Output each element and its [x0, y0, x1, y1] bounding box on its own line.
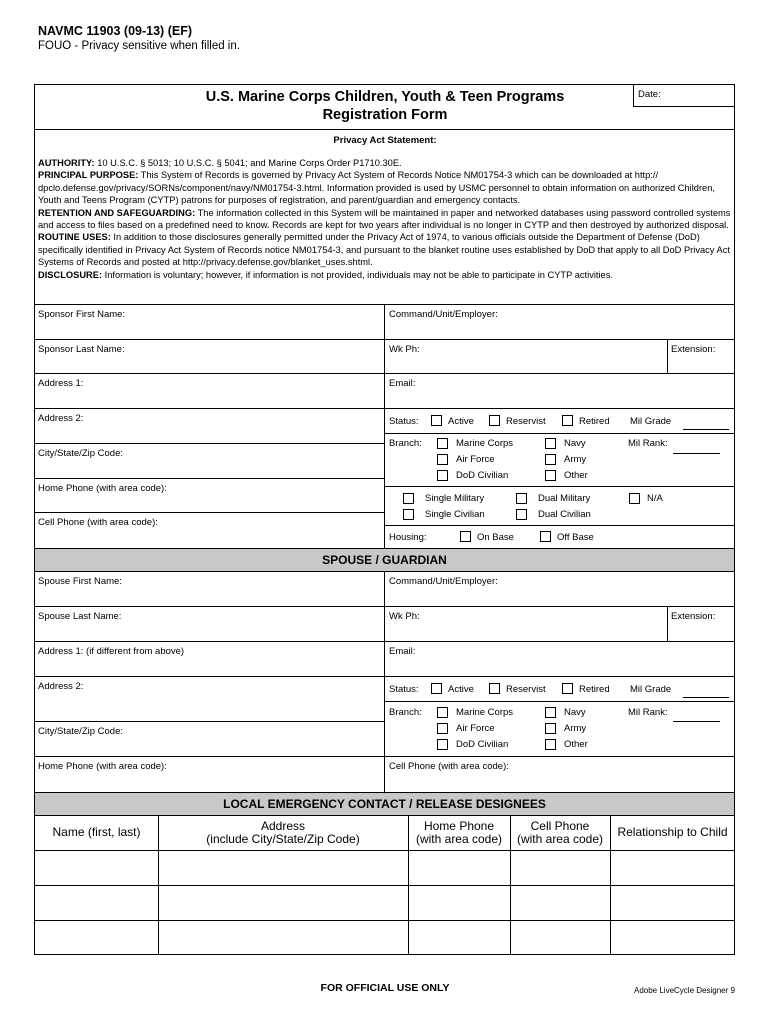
- on-base-label: On Base: [477, 532, 514, 543]
- sponsor-other-label: Other: [564, 470, 588, 481]
- spouse-air-force-checkbox[interactable]: [437, 723, 448, 734]
- dual-civilian-label: Dual Civilian: [538, 509, 591, 520]
- sponsor-air-force-checkbox[interactable]: [437, 454, 448, 465]
- sponsor-active-checkbox[interactable]: [431, 415, 442, 426]
- spouse-mil-rank-input[interactable]: [673, 721, 720, 722]
- sponsor-dod-civilian-checkbox[interactable]: [437, 470, 448, 481]
- rule: [34, 606, 735, 607]
- privacy-statement: [38, 157, 733, 281]
- na-label: N/A: [647, 493, 663, 504]
- routine-label: ROUTINE USES:: [38, 232, 111, 243]
- sponsor-marine-corps-checkbox[interactable]: [437, 438, 448, 449]
- dual-military-checkbox[interactable]: [516, 493, 527, 504]
- spouse-mil-grade-input[interactable]: [683, 697, 729, 698]
- rule: [34, 850, 735, 851]
- off-base-label: Off Base: [557, 532, 594, 543]
- sponsor-active-label: Active: [448, 416, 474, 427]
- rule: [667, 339, 668, 373]
- spouse-home-phone-field[interactable]: Home Phone (with area code):: [38, 761, 167, 772]
- sponsor-home-phone-field[interactable]: Home Phone (with area code):: [38, 483, 167, 494]
- spouse-mil-rank-label: Mil Rank:: [628, 707, 668, 718]
- sponsor-mil-grade-input[interactable]: [683, 429, 729, 430]
- fouo-notice: FOUO - Privacy sensitive when filled in.: [38, 40, 240, 52]
- form-number: NAVMC 11903 (09-13) (EF): [38, 24, 192, 38]
- na-checkbox[interactable]: [629, 493, 640, 504]
- sponsor-navy-checkbox[interactable]: [545, 438, 556, 449]
- sponsor-wk-ph-field[interactable]: Wk Ph:: [389, 344, 420, 355]
- date-divider: [633, 84, 634, 106]
- col-relationship-header: Relationship to Child: [617, 825, 728, 839]
- col-cell-phone-header: Cell Phone: [530, 819, 590, 833]
- sponsor-cell-phone-field[interactable]: Cell Phone (with area code):: [38, 517, 158, 528]
- col-home-phone-header: Home Phone: [423, 819, 495, 833]
- rule: [34, 815, 735, 816]
- sponsor-army-checkbox[interactable]: [545, 454, 556, 465]
- single-military-checkbox[interactable]: [403, 493, 414, 504]
- spouse-other-checkbox[interactable]: [545, 739, 556, 750]
- sponsor-dod-civilian-label: DoD Civilian: [456, 470, 509, 481]
- spouse-mil-grade-label: Mil Grade: [630, 684, 672, 695]
- sponsor-mil-rank-label: Mil Rank:: [628, 438, 668, 449]
- dual-civilian-checkbox[interactable]: [516, 509, 527, 520]
- spouse-extension-field[interactable]: Extension:: [671, 611, 716, 622]
- spouse-status-label: Status:: [389, 684, 419, 695]
- col-home-phone-subheader: (with area code): [415, 832, 503, 846]
- sponsor-marine-corps-label: Marine Corps: [456, 438, 514, 449]
- sponsor-reservist-checkbox[interactable]: [489, 415, 500, 426]
- spouse-marine-corps-label: Marine Corps: [456, 707, 514, 718]
- rule: [384, 486, 735, 487]
- rule: [34, 721, 384, 722]
- col-address-subheader: (include City/State/Zip Code): [206, 832, 360, 846]
- disclosure-label: DISCLOSURE:: [38, 269, 103, 280]
- spouse-retired-label: Retired: [579, 684, 610, 695]
- dual-military-label: Dual Military: [538, 493, 591, 504]
- rule: [34, 512, 384, 513]
- spouse-retired-checkbox[interactable]: [562, 683, 573, 694]
- sponsor-email-field[interactable]: Email:: [389, 378, 416, 389]
- spouse-command-field[interactable]: Command/Unit/Employer:: [389, 576, 498, 587]
- sponsor-mil-grade-label: Mil Grade: [630, 416, 672, 427]
- disclosure-text: Information is voluntary; however, if information is not provided, individuals may not be able to participate in CYTP activities.: [102, 269, 613, 280]
- authority-text: 10 U.S.C. § 5013; 10 U.S.C. § 5041; and Marine Corps Order P1710.30E.: [94, 158, 402, 168]
- spouse-dod-civilian-checkbox[interactable]: [437, 739, 448, 750]
- rule: [667, 606, 668, 641]
- rule: [34, 478, 384, 479]
- col-name-header: Name (first, last): [52, 825, 141, 839]
- single-civilian-label: Single Civilian: [425, 509, 485, 520]
- spouse-active-label: Active: [448, 684, 474, 695]
- sponsor-air-force-label: Air Force: [456, 454, 495, 465]
- spouse-dod-civilian-label: DoD Civilian: [456, 739, 509, 750]
- spouse-army-label: Army: [564, 723, 587, 734]
- spouse-reservist-checkbox[interactable]: [489, 683, 500, 694]
- purpose-text: This System of Records is governed by Privacy Act System of Records Notice NM01754-3 which can be downloaded at http:// dpclo.defense.gov/privacy/SORNs/component/navy/NM01754-3.html. Information provided is used by USMC personnel to obtain information on authorized Children, Youth and Teens Program (CYTP) patrons for purposes of registration, and parent/guardian and emergency contacts.: [38, 170, 715, 206]
- spouse-navy-checkbox[interactable]: [545, 707, 556, 718]
- spouse-city-field[interactable]: City/State/Zip Code:: [38, 726, 124, 737]
- form-subtitle: Registration Form: [322, 107, 448, 123]
- rule: [34, 756, 735, 757]
- authority-label: AUTHORITY:: [38, 158, 95, 168]
- rule: [34, 408, 735, 409]
- off-base-checkbox[interactable]: [540, 531, 551, 542]
- spouse-army-checkbox[interactable]: [545, 723, 556, 734]
- sponsor-navy-label: Navy: [564, 438, 586, 449]
- purpose-label: PRINCIPAL PURPOSE:: [38, 170, 139, 181]
- rule: [34, 676, 735, 677]
- rule: [384, 433, 735, 434]
- spouse-branch-label: Branch:: [389, 707, 422, 718]
- sponsor-reservist-label: Reservist: [506, 416, 546, 427]
- sponsor-army-label: Army: [564, 454, 587, 465]
- on-base-checkbox[interactable]: [460, 531, 471, 542]
- spouse-address2-field[interactable]: Address 2:: [38, 681, 84, 692]
- spouse-email-field[interactable]: Email:: [389, 646, 416, 657]
- sponsor-retired-label: Retired: [579, 416, 610, 427]
- rule: [34, 885, 735, 886]
- routine-text: In addition to those disclosures generally permitted under the Privacy Act of 1974, to various officials outside the Department of Defense (DoD) specifically identified in Privacy Act System of Records notice NM01754-3, and pursuant to the blanket routine uses established by DoD that apply to all DoD Privacy Act Systems of Records and posted at http://privacy.defense.gov/blanket_uses.shtml.: [38, 232, 730, 268]
- date-bottom: [633, 106, 735, 107]
- rule: [384, 701, 735, 702]
- designer-footer: Adobe LiveCycle Designer 9: [634, 986, 735, 995]
- sponsor-retired-checkbox[interactable]: [562, 415, 573, 426]
- sponsor-command-field[interactable]: Command/Unit/Employer:: [389, 309, 498, 320]
- sponsor-center-divider: [384, 304, 385, 548]
- sponsor-mil-rank-input[interactable]: [673, 453, 720, 454]
- spouse-navy-label: Navy: [564, 707, 586, 718]
- sponsor-branch-label: Branch:: [389, 438, 422, 449]
- single-military-label: Single Military: [425, 493, 485, 504]
- privacy-heading: Privacy Act Statement:: [333, 135, 437, 146]
- col-cell-phone-subheader: (with area code): [516, 832, 604, 846]
- single-civilian-checkbox[interactable]: [403, 509, 414, 520]
- rule: [34, 641, 735, 642]
- spouse-first-name-field[interactable]: Spouse First Name:: [38, 576, 122, 587]
- sponsor-other-checkbox[interactable]: [545, 470, 556, 481]
- sponsor-address1-field[interactable]: Address 1:: [38, 378, 84, 389]
- spouse-wk-ph-field[interactable]: Wk Ph:: [389, 611, 420, 622]
- title-separator: [34, 129, 735, 130]
- retention-label: RETENTION AND SAFEGUARDING:: [38, 207, 196, 218]
- col-address-header: Address: [260, 819, 306, 833]
- form-title: U.S. Marine Corps Children, Youth & Teen Programs: [205, 89, 565, 105]
- spouse-air-force-label: Air Force: [456, 723, 495, 734]
- rule: [34, 339, 735, 340]
- spouse-reservist-label: Reservist: [506, 684, 546, 695]
- spouse-last-name-field[interactable]: Spouse Last Name:: [38, 611, 122, 622]
- rule: [34, 920, 735, 921]
- spouse-center-divider: [384, 571, 385, 792]
- rule: [34, 373, 735, 374]
- sponsor-extension-field[interactable]: Extension:: [671, 344, 716, 355]
- spouse-marine-corps-checkbox[interactable]: [437, 707, 448, 718]
- housing-label: Housing:: [389, 532, 427, 543]
- spouse-cell-phone-field[interactable]: Cell Phone (with area code):: [389, 761, 509, 772]
- spouse-address1-field[interactable]: Address 1: (if different from above): [38, 646, 185, 657]
- sponsor-last-name-field[interactable]: Sponsor Last Name:: [38, 344, 125, 355]
- rule: [384, 525, 735, 526]
- sponsor-city-field[interactable]: City/State/Zip Code:: [38, 448, 124, 459]
- emergency-section-header: LOCAL EMERGENCY CONTACT / RELEASE DESIGNEES: [35, 793, 734, 815]
- spouse-section-header: SPOUSE / GUARDIAN: [35, 549, 734, 571]
- spouse-active-checkbox[interactable]: [431, 683, 442, 694]
- spouse-other-label: Other: [564, 739, 588, 750]
- retention-text: The information collected in this System will be maintained in paper and networked databases using password controlled systems and access to files based on a predefined need to know. Records are kept for two years after individual is no longer in CYTP and then destroyed by authorized disposal.: [38, 207, 731, 231]
- rule: [34, 443, 384, 444]
- sponsor-status-label: Status:: [389, 416, 419, 427]
- sponsor-address2-field[interactable]: Address 2:: [38, 413, 84, 424]
- official-use-footer: FOR OFFICIAL USE ONLY: [320, 982, 450, 994]
- sponsor-first-name-field[interactable]: Sponsor First Name:: [38, 309, 126, 320]
- date-field[interactable]: Date:: [638, 89, 661, 100]
